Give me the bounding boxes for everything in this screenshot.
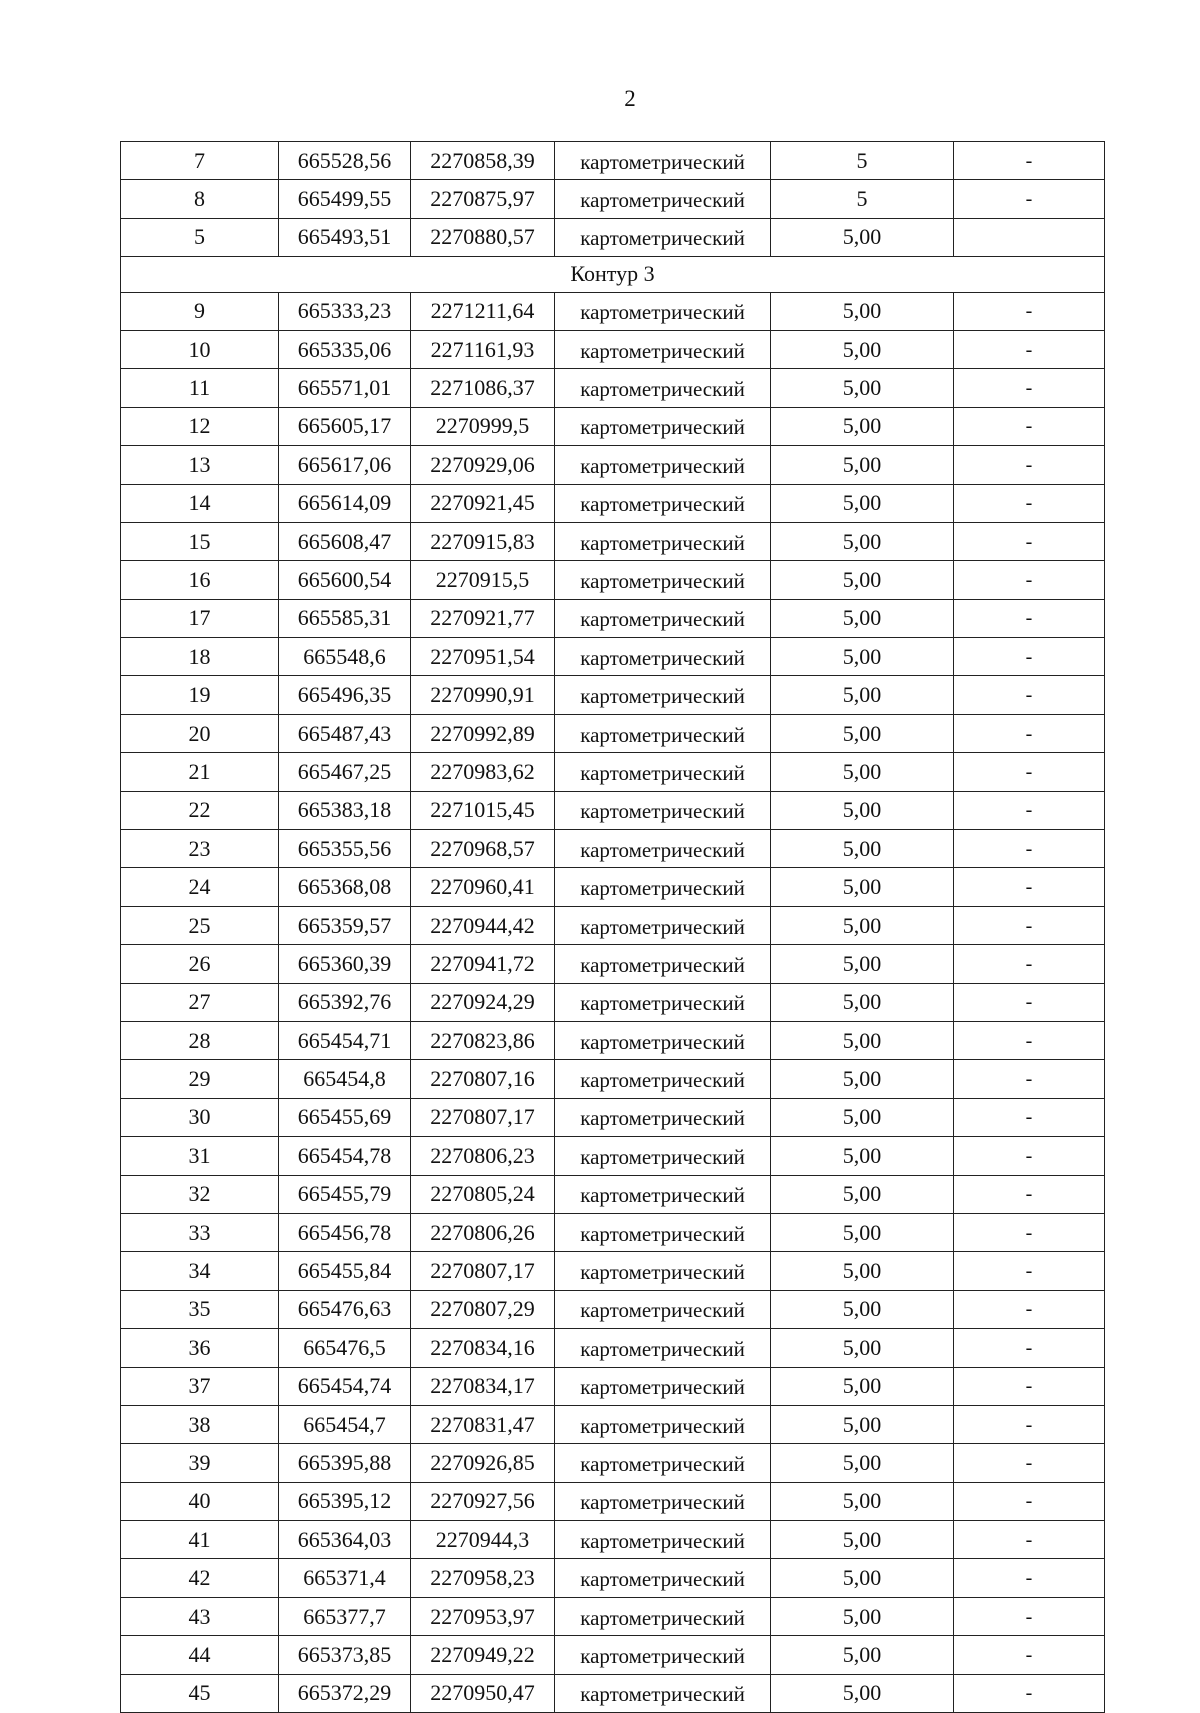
x-coordinate-cell: 665368,08	[279, 868, 411, 906]
point-number-cell: 36	[121, 1329, 279, 1367]
section-row	[121, 257, 1105, 292]
note-cell: -	[954, 407, 1105, 445]
x-coordinate-cell: 665608,47	[279, 522, 411, 560]
method-cell: картометрический	[555, 638, 771, 676]
table-row	[121, 407, 1105, 445]
table-row	[121, 791, 1105, 829]
note-cell: -	[954, 1482, 1105, 1520]
accuracy-cell: 5,00	[771, 1060, 954, 1098]
y-coordinate-cell: 2270880,57	[411, 218, 555, 256]
point-number-cell: 43	[121, 1597, 279, 1635]
accuracy-cell: 5,00	[771, 1367, 954, 1405]
point-number-cell: 7	[121, 142, 279, 180]
accuracy-cell: 5,00	[771, 868, 954, 906]
method-cell: картометрический	[555, 676, 771, 714]
point-number-cell: 22	[121, 791, 279, 829]
point-number-cell: 37	[121, 1367, 279, 1405]
accuracy-cell: 5,00	[771, 330, 954, 368]
y-coordinate-cell: 2271086,37	[411, 369, 555, 407]
x-coordinate-cell: 665454,71	[279, 1021, 411, 1059]
accuracy-cell: 5,00	[771, 1329, 954, 1367]
method-cell: картометрический	[555, 1367, 771, 1405]
note-cell: -	[954, 1021, 1105, 1059]
x-coordinate-cell: 665614,09	[279, 484, 411, 522]
table-row	[121, 945, 1105, 983]
point-number-cell: 30	[121, 1098, 279, 1136]
point-number-cell: 32	[121, 1175, 279, 1213]
point-number-cell: 21	[121, 753, 279, 791]
accuracy-cell: 5,00	[771, 945, 954, 983]
table-row	[121, 1405, 1105, 1443]
note-cell: -	[954, 906, 1105, 944]
accuracy-cell: 5,00	[771, 714, 954, 752]
x-coordinate-cell: 665476,63	[279, 1290, 411, 1328]
table-row	[121, 1597, 1105, 1635]
accuracy-cell: 5,00	[771, 1482, 954, 1520]
accuracy-cell: 5,00	[771, 676, 954, 714]
accuracy-cell: 5,00	[771, 369, 954, 407]
method-cell: картометрический	[555, 1098, 771, 1136]
table-row	[121, 1674, 1105, 1712]
table-row	[121, 446, 1105, 484]
x-coordinate-cell: 665392,76	[279, 983, 411, 1021]
y-coordinate-cell: 2270929,06	[411, 446, 555, 484]
method-cell: картометрический	[555, 292, 771, 330]
x-coordinate-cell: 665467,25	[279, 753, 411, 791]
method-cell: картометрический	[555, 753, 771, 791]
x-coordinate-cell: 665454,74	[279, 1367, 411, 1405]
accuracy-cell: 5,00	[771, 1290, 954, 1328]
method-cell: картометрический	[555, 142, 771, 180]
note-cell: -	[954, 561, 1105, 599]
accuracy-cell: 5	[771, 180, 954, 218]
table-row	[121, 1559, 1105, 1597]
accuracy-cell: 5,00	[771, 407, 954, 445]
point-number-cell: 35	[121, 1290, 279, 1328]
accuracy-cell: 5,00	[771, 1597, 954, 1635]
table-row	[121, 142, 1105, 180]
y-coordinate-cell: 2271015,45	[411, 791, 555, 829]
note-cell: -	[954, 983, 1105, 1021]
x-coordinate-cell: 665395,88	[279, 1444, 411, 1482]
method-cell: картометрический	[555, 791, 771, 829]
y-coordinate-cell: 2270990,91	[411, 676, 555, 714]
x-coordinate-cell: 665496,35	[279, 676, 411, 714]
note-cell: -	[954, 676, 1105, 714]
table-row	[121, 1367, 1105, 1405]
x-coordinate-cell: 665487,43	[279, 714, 411, 752]
table-row	[121, 1290, 1105, 1328]
accuracy-cell: 5,00	[771, 1137, 954, 1175]
accuracy-cell: 5,00	[771, 599, 954, 637]
accuracy-cell: 5,00	[771, 1405, 954, 1443]
method-cell: картометрический	[555, 1021, 771, 1059]
table-row	[121, 1213, 1105, 1251]
accuracy-cell: 5,00	[771, 522, 954, 560]
y-coordinate-cell: 2270807,16	[411, 1060, 555, 1098]
method-cell: картометрический	[555, 522, 771, 560]
method-cell: картометрический	[555, 1636, 771, 1674]
note-cell: -	[954, 1098, 1105, 1136]
coordinates-table-body	[121, 142, 1105, 1713]
y-coordinate-cell: 2270806,26	[411, 1213, 555, 1251]
x-coordinate-cell: 665359,57	[279, 906, 411, 944]
note-cell: -	[954, 369, 1105, 407]
note-cell: -	[954, 1636, 1105, 1674]
method-cell: картометрический	[555, 945, 771, 983]
table-row	[121, 676, 1105, 714]
note-cell: -	[954, 1060, 1105, 1098]
point-number-cell: 41	[121, 1521, 279, 1559]
y-coordinate-cell: 2270921,45	[411, 484, 555, 522]
table-row	[121, 983, 1105, 1021]
method-cell: картометрический	[555, 1137, 771, 1175]
table-row	[121, 218, 1105, 256]
y-coordinate-cell: 2270807,17	[411, 1252, 555, 1290]
x-coordinate-cell: 665617,06	[279, 446, 411, 484]
accuracy-cell: 5,00	[771, 1636, 954, 1674]
note-cell: -	[954, 945, 1105, 983]
point-number-cell: 18	[121, 638, 279, 676]
method-cell: картометрический	[555, 369, 771, 407]
point-number-cell: 40	[121, 1482, 279, 1520]
point-number-cell: 13	[121, 446, 279, 484]
x-coordinate-cell: 665499,55	[279, 180, 411, 218]
method-cell: картометрический	[555, 1405, 771, 1443]
note-cell: -	[954, 330, 1105, 368]
table-row	[121, 1060, 1105, 1098]
x-coordinate-cell: 665455,84	[279, 1252, 411, 1290]
accuracy-cell: 5,00	[771, 1021, 954, 1059]
method-cell: картометрический	[555, 1060, 771, 1098]
point-number-cell: 20	[121, 714, 279, 752]
accuracy-cell: 5	[771, 142, 954, 180]
table-row	[121, 1329, 1105, 1367]
x-coordinate-cell: 665600,54	[279, 561, 411, 599]
x-coordinate-cell: 665493,51	[279, 218, 411, 256]
x-coordinate-cell: 665571,01	[279, 369, 411, 407]
note-cell: -	[954, 1597, 1105, 1635]
method-cell: картометрический	[555, 906, 771, 944]
table-row	[121, 906, 1105, 944]
note-cell: -	[954, 1290, 1105, 1328]
point-number-cell: 23	[121, 830, 279, 868]
y-coordinate-cell: 2270924,29	[411, 983, 555, 1021]
y-coordinate-cell: 2270875,97	[411, 180, 555, 218]
note-cell: -	[954, 791, 1105, 829]
point-number-cell: 14	[121, 484, 279, 522]
y-coordinate-cell: 2270806,23	[411, 1137, 555, 1175]
note-cell: -	[954, 1175, 1105, 1213]
x-coordinate-cell: 665548,6	[279, 638, 411, 676]
point-number-cell: 42	[121, 1559, 279, 1597]
accuracy-cell: 5,00	[771, 906, 954, 944]
note-cell	[954, 218, 1105, 256]
accuracy-cell: 5,00	[771, 484, 954, 522]
table-row	[121, 1098, 1105, 1136]
point-number-cell: 28	[121, 1021, 279, 1059]
x-coordinate-cell: 665528,56	[279, 142, 411, 180]
table-row	[121, 868, 1105, 906]
method-cell: картометрический	[555, 599, 771, 637]
x-coordinate-cell: 665456,78	[279, 1213, 411, 1251]
note-cell: -	[954, 1213, 1105, 1251]
point-number-cell: 15	[121, 522, 279, 560]
y-coordinate-cell: 2270915,83	[411, 522, 555, 560]
accuracy-cell: 5,00	[771, 1175, 954, 1213]
x-coordinate-cell: 665371,4	[279, 1559, 411, 1597]
note-cell: -	[954, 1444, 1105, 1482]
y-coordinate-cell: 2270941,72	[411, 945, 555, 983]
y-coordinate-cell: 2270960,41	[411, 868, 555, 906]
point-number-cell: 38	[121, 1405, 279, 1443]
table-row	[121, 1175, 1105, 1213]
x-coordinate-cell: 665360,39	[279, 945, 411, 983]
note-cell: -	[954, 1252, 1105, 1290]
note-cell: -	[954, 599, 1105, 637]
y-coordinate-cell: 2270858,39	[411, 142, 555, 180]
y-coordinate-cell: 2270944,3	[411, 1521, 555, 1559]
method-cell: картометрический	[555, 868, 771, 906]
note-cell: -	[954, 868, 1105, 906]
table-row	[121, 599, 1105, 637]
point-number-cell: 16	[121, 561, 279, 599]
x-coordinate-cell: 665383,18	[279, 791, 411, 829]
x-coordinate-cell: 665335,06	[279, 330, 411, 368]
method-cell: картометрический	[555, 330, 771, 368]
section-title: Контур 3	[121, 257, 1105, 292]
table-row	[121, 292, 1105, 330]
point-number-cell: 33	[121, 1213, 279, 1251]
y-coordinate-cell: 2271161,93	[411, 330, 555, 368]
point-number-cell: 12	[121, 407, 279, 445]
y-coordinate-cell: 2270958,23	[411, 1559, 555, 1597]
y-coordinate-cell: 2270983,62	[411, 753, 555, 791]
method-cell: картометрический	[555, 180, 771, 218]
method-cell: картометрический	[555, 1213, 771, 1251]
method-cell: картометрический	[555, 1175, 771, 1213]
note-cell: -	[954, 484, 1105, 522]
point-number-cell: 39	[121, 1444, 279, 1482]
point-number-cell: 24	[121, 868, 279, 906]
y-coordinate-cell: 2270805,24	[411, 1175, 555, 1213]
table-row	[121, 638, 1105, 676]
coordinates-table	[120, 141, 1105, 1713]
table-row	[121, 484, 1105, 522]
y-coordinate-cell: 2270807,17	[411, 1098, 555, 1136]
note-cell: -	[954, 753, 1105, 791]
table-row	[121, 1482, 1105, 1520]
x-coordinate-cell: 665364,03	[279, 1521, 411, 1559]
x-coordinate-cell: 665476,5	[279, 1329, 411, 1367]
note-cell: -	[954, 1559, 1105, 1597]
method-cell: картометрический	[555, 1674, 771, 1712]
y-coordinate-cell: 2270944,42	[411, 906, 555, 944]
y-coordinate-cell: 2270953,97	[411, 1597, 555, 1635]
note-cell: -	[954, 292, 1105, 330]
accuracy-cell: 5,00	[771, 1252, 954, 1290]
point-number-cell: 19	[121, 676, 279, 714]
note-cell: -	[954, 1329, 1105, 1367]
note-cell: -	[954, 638, 1105, 676]
x-coordinate-cell: 665455,79	[279, 1175, 411, 1213]
note-cell: -	[954, 1367, 1105, 1405]
method-cell: картометрический	[555, 1559, 771, 1597]
note-cell: -	[954, 830, 1105, 868]
accuracy-cell: 5,00	[771, 1521, 954, 1559]
method-cell: картометрический	[555, 218, 771, 256]
table-row	[121, 1444, 1105, 1482]
method-cell: картометрический	[555, 1290, 771, 1328]
accuracy-cell: 5,00	[771, 753, 954, 791]
x-coordinate-cell: 665333,23	[279, 292, 411, 330]
method-cell: картометрический	[555, 714, 771, 752]
table-row	[121, 1137, 1105, 1175]
note-cell: -	[954, 1137, 1105, 1175]
method-cell: картометрический	[555, 1329, 771, 1367]
point-number-cell: 44	[121, 1636, 279, 1674]
x-coordinate-cell: 665372,29	[279, 1674, 411, 1712]
table-row	[121, 561, 1105, 599]
table-row	[121, 753, 1105, 791]
y-coordinate-cell: 2270951,54	[411, 638, 555, 676]
x-coordinate-cell: 665377,7	[279, 1597, 411, 1635]
table-row	[121, 714, 1105, 752]
table-row	[121, 330, 1105, 368]
note-cell: -	[954, 142, 1105, 180]
method-cell: картометрический	[555, 983, 771, 1021]
accuracy-cell: 5,00	[771, 1213, 954, 1251]
x-coordinate-cell: 665373,85	[279, 1636, 411, 1674]
table-row	[121, 369, 1105, 407]
accuracy-cell: 5,00	[771, 638, 954, 676]
y-coordinate-cell: 2270807,29	[411, 1290, 555, 1328]
note-cell: -	[954, 1674, 1105, 1712]
y-coordinate-cell: 2270968,57	[411, 830, 555, 868]
y-coordinate-cell: 2271211,64	[411, 292, 555, 330]
y-coordinate-cell: 2270831,47	[411, 1405, 555, 1443]
y-coordinate-cell: 2270823,86	[411, 1021, 555, 1059]
table-row	[121, 180, 1105, 218]
y-coordinate-cell: 2270992,89	[411, 714, 555, 752]
x-coordinate-cell: 665355,56	[279, 830, 411, 868]
accuracy-cell: 5,00	[771, 1444, 954, 1482]
y-coordinate-cell: 2270999,5	[411, 407, 555, 445]
accuracy-cell: 5,00	[771, 218, 954, 256]
method-cell: картометрический	[555, 484, 771, 522]
x-coordinate-cell: 665585,31	[279, 599, 411, 637]
accuracy-cell: 5,00	[771, 830, 954, 868]
point-number-cell: 8	[121, 180, 279, 218]
table-row	[121, 1521, 1105, 1559]
x-coordinate-cell: 665605,17	[279, 407, 411, 445]
method-cell: картометрический	[555, 1482, 771, 1520]
x-coordinate-cell: 665455,69	[279, 1098, 411, 1136]
page-number: 2	[624, 86, 636, 111]
method-cell: картометрический	[555, 1597, 771, 1635]
note-cell: -	[954, 180, 1105, 218]
y-coordinate-cell: 2270834,16	[411, 1329, 555, 1367]
y-coordinate-cell: 2270915,5	[411, 561, 555, 599]
accuracy-cell: 5,00	[771, 983, 954, 1021]
note-cell: -	[954, 1521, 1105, 1559]
accuracy-cell: 5,00	[771, 1674, 954, 1712]
point-number-cell: 11	[121, 369, 279, 407]
y-coordinate-cell: 2270950,47	[411, 1674, 555, 1712]
accuracy-cell: 5,00	[771, 1098, 954, 1136]
method-cell: картометрический	[555, 830, 771, 868]
note-cell: -	[954, 522, 1105, 560]
x-coordinate-cell: 665454,78	[279, 1137, 411, 1175]
y-coordinate-cell: 2270834,17	[411, 1367, 555, 1405]
method-cell: картометрический	[555, 1252, 771, 1290]
method-cell: картометрический	[555, 561, 771, 599]
method-cell: картометрический	[555, 446, 771, 484]
table-row	[121, 1636, 1105, 1674]
x-coordinate-cell: 665454,7	[279, 1405, 411, 1443]
point-number-cell: 29	[121, 1060, 279, 1098]
point-number-cell: 26	[121, 945, 279, 983]
y-coordinate-cell: 2270927,56	[411, 1482, 555, 1520]
note-cell: -	[954, 446, 1105, 484]
point-number-cell: 31	[121, 1137, 279, 1175]
table-row	[121, 1252, 1105, 1290]
point-number-cell: 9	[121, 292, 279, 330]
table-row	[121, 1021, 1105, 1059]
point-number-cell: 17	[121, 599, 279, 637]
accuracy-cell: 5,00	[771, 791, 954, 829]
accuracy-cell: 5,00	[771, 292, 954, 330]
point-number-cell: 5	[121, 218, 279, 256]
point-number-cell: 10	[121, 330, 279, 368]
y-coordinate-cell: 2270949,22	[411, 1636, 555, 1674]
accuracy-cell: 5,00	[771, 561, 954, 599]
table-row	[121, 522, 1105, 560]
accuracy-cell: 5,00	[771, 1559, 954, 1597]
point-number-cell: 45	[121, 1674, 279, 1712]
method-cell: картометрический	[555, 1444, 771, 1482]
x-coordinate-cell: 665395,12	[279, 1482, 411, 1520]
table-row	[121, 830, 1105, 868]
point-number-cell: 34	[121, 1252, 279, 1290]
note-cell: -	[954, 1405, 1105, 1443]
accuracy-cell: 5,00	[771, 446, 954, 484]
method-cell: картометрический	[555, 1521, 771, 1559]
point-number-cell: 27	[121, 983, 279, 1021]
x-coordinate-cell: 665454,8	[279, 1060, 411, 1098]
method-cell: картометрический	[555, 407, 771, 445]
note-cell: -	[954, 714, 1105, 752]
y-coordinate-cell: 2270926,85	[411, 1444, 555, 1482]
point-number-cell: 25	[121, 906, 279, 944]
y-coordinate-cell: 2270921,77	[411, 599, 555, 637]
